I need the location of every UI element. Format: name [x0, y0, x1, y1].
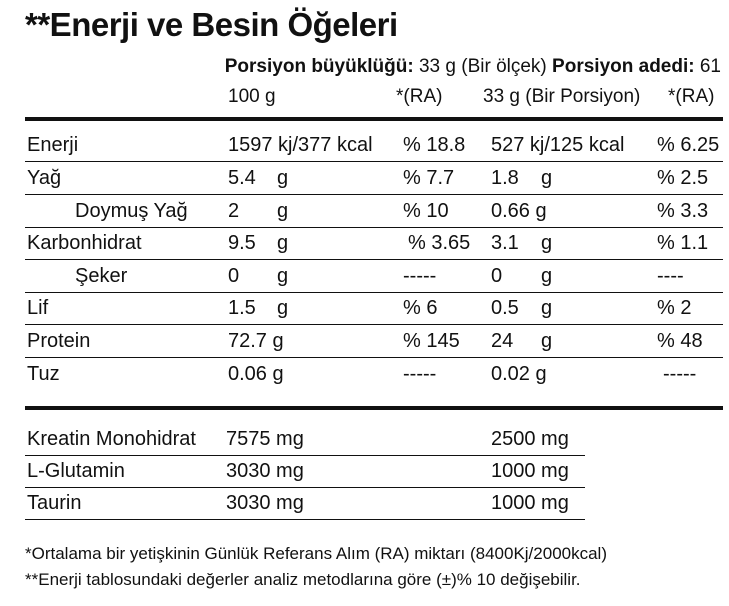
table-row	[0, 456, 729, 488]
nutrient-name: Doymuş Yağ	[75, 200, 188, 222]
ra-per100: % 3.65	[408, 232, 471, 254]
column-header-ra2: *(RA)	[668, 86, 715, 107]
column-header-per100: 100 g	[228, 86, 276, 107]
ra-per-serving: % 3.3	[657, 200, 709, 222]
nutrient-name: Karbonhidrat	[27, 232, 142, 254]
value-per100: 9.5	[228, 232, 256, 254]
unit-per-serving: g	[541, 232, 553, 254]
header-divider	[25, 117, 723, 121]
ra-per100: % 7.7	[403, 167, 455, 189]
unit-per-serving: g	[541, 330, 553, 352]
value-per100: 1.5	[228, 297, 256, 319]
value-per100: 0.06 g	[228, 363, 284, 385]
supplement-name: Taurin	[27, 492, 82, 514]
supplement-per-serving: 2500 mg	[491, 428, 569, 450]
value-per-serving: 0.02 g	[491, 363, 547, 385]
ra-per100: % 10	[403, 200, 449, 222]
table-row	[0, 326, 729, 358]
row-divider	[25, 519, 585, 520]
value-per-serving: 1.8	[491, 167, 519, 189]
value-per100: 0	[228, 265, 240, 287]
unit-per100: g	[277, 232, 289, 254]
ra-per-serving: % 2	[657, 297, 692, 319]
supplement-per-serving: 1000 mg	[491, 492, 569, 514]
unit-per100: g	[277, 265, 289, 287]
supplement-name: L-Glutamin	[27, 460, 125, 482]
row-divider	[25, 161, 723, 162]
value-per-serving: 527 kj/125 kcal	[491, 134, 625, 156]
serving-count-label: Porsiyon adedi:	[552, 56, 695, 77]
nutrient-name: Tuz	[27, 363, 60, 385]
value-per-serving: 0.66 g	[491, 200, 547, 222]
unit-per-serving: g	[541, 167, 553, 189]
ra-per-serving: % 1.1	[657, 232, 709, 254]
supplement-per100: 7575 mg	[226, 428, 304, 450]
page-title: **Enerji ve Besin Öğeleri	[25, 6, 398, 43]
nutrient-name: Yağ	[27, 167, 62, 189]
ra-per100: -----	[403, 265, 437, 287]
serving-size-label: Porsiyon büyüklüğü:	[224, 56, 414, 77]
table-row	[0, 424, 729, 456]
table-row	[0, 196, 729, 228]
nutrient-name: Şeker	[75, 265, 128, 287]
ra-per-serving: % 6.25	[657, 134, 720, 156]
table-row	[0, 163, 729, 195]
nutrient-name: Lif	[27, 297, 49, 319]
row-divider	[25, 357, 723, 358]
value-per-serving: 3.1	[491, 232, 519, 254]
value-per100: 2	[228, 200, 240, 222]
value-per100: 5.4	[228, 167, 256, 189]
table-row	[0, 130, 729, 162]
supplement-per100: 3030 mg	[226, 492, 304, 514]
value-per-serving: 24	[491, 330, 514, 352]
supplement-per-serving: 1000 mg	[491, 460, 569, 482]
value-per-serving: 0.5	[491, 297, 519, 319]
row-divider	[25, 259, 723, 260]
table-row	[0, 488, 729, 520]
ra-per100: % 18.8	[403, 134, 466, 156]
unit-per-serving: g	[541, 265, 553, 287]
section-divider	[25, 406, 723, 410]
table-row	[0, 359, 729, 391]
row-divider	[25, 324, 723, 325]
ra-per-serving: ----	[657, 265, 684, 287]
unit-per100: g	[277, 297, 289, 319]
column-header-ra1: *(RA)	[396, 86, 443, 107]
table-row	[0, 228, 729, 260]
ra-per100: % 145	[403, 330, 460, 352]
ra-per100: -----	[403, 363, 437, 385]
footnote-energy: **Enerji tablosundaki değerler analiz metodlarına göre (±)% 10 değişebilir.	[25, 570, 581, 589]
table-row	[0, 293, 729, 325]
unit-per100: g	[277, 200, 289, 222]
serving-info	[225, 56, 721, 78]
ra-per-serving: % 48	[657, 330, 703, 352]
value-per-serving: 0	[491, 265, 503, 287]
value-per100: 1597 kj/377 kcal	[228, 134, 373, 156]
supplement-per100: 3030 mg	[226, 460, 304, 482]
nutrient-name: Protein	[27, 330, 91, 352]
row-divider	[25, 194, 723, 195]
ra-per-serving: % 2.5	[657, 167, 709, 189]
column-header-per-serving: 33 g (Bir Porsiyon)	[483, 86, 641, 107]
nutrient-name: Enerji	[27, 134, 79, 156]
value-per100: 72.7 g	[228, 330, 284, 352]
ra-per-serving: -----	[663, 363, 697, 385]
supplement-name: Kreatin Monohidrat	[27, 428, 196, 450]
unit-per-serving: g	[541, 297, 553, 319]
footnote-ra: *Ortalama bir yetişkinin Günlük Referans Alım (RA) miktarı (8400Kj/2000kcal)	[25, 544, 607, 563]
ra-per100: % 6	[403, 297, 438, 319]
serving-count-value: 61	[699, 56, 721, 77]
table-row	[0, 261, 729, 293]
unit-per100: g	[277, 167, 289, 189]
serving-size-value: 33 g (Bir ölçek)	[418, 56, 547, 77]
